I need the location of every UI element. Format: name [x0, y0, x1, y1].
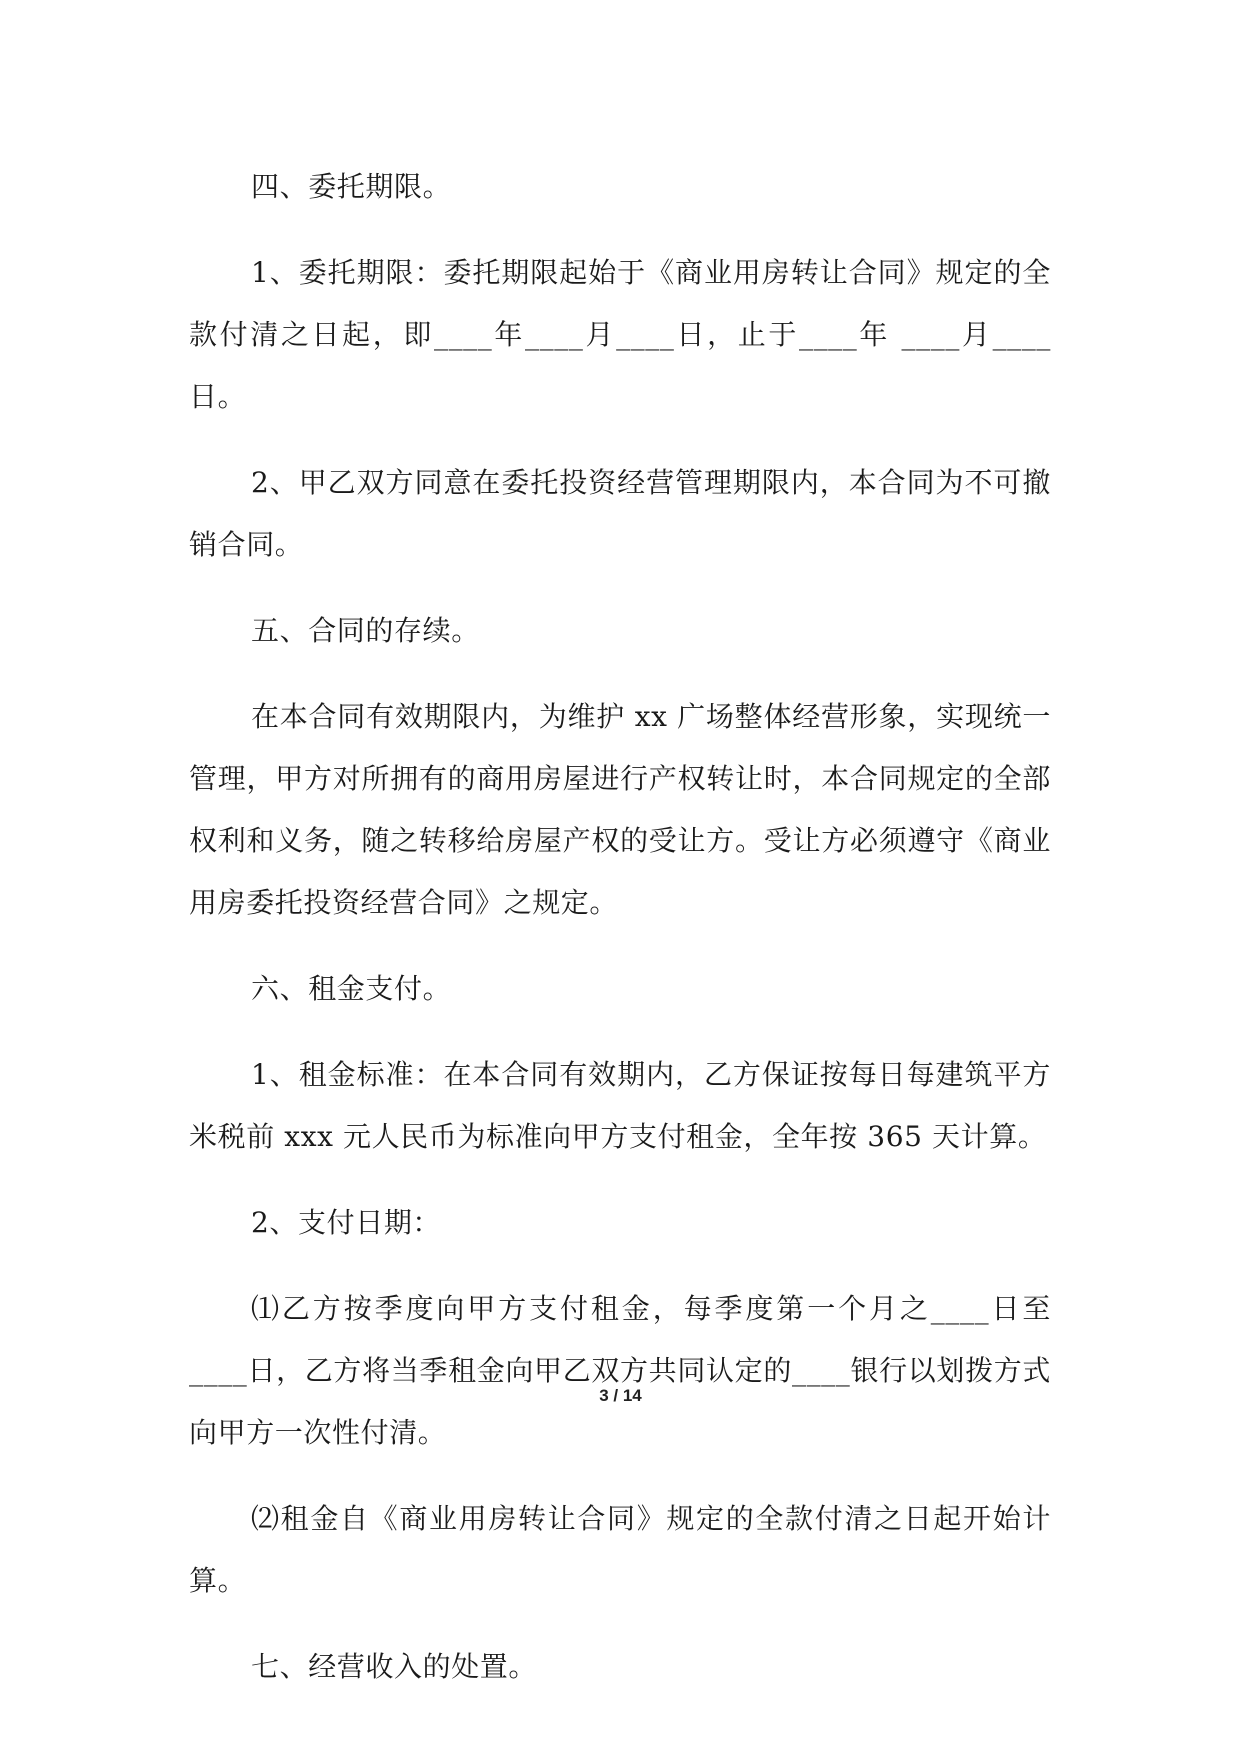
paragraph-payment-item-1: ⑴乙方按季度向甲方支付租金，每季度第一个月之____日至____日，乙方将当季租金向甲乙双方共同认定的____银行以划拨方式向甲方一次性付清。 [189, 1292, 1051, 1449]
section-heading-income-disposal: 七、经营收入的处置。 [251, 1650, 538, 1683]
document-body [189, 156, 1051, 1698]
page-number: 3 / 14 [599, 1386, 642, 1405]
paragraph-payment-item-2: ⑵租金自《商业用房转让合同》规定的全款付清之日起开始计算。 [189, 1502, 1051, 1597]
paragraph-entrustment-term: 1、委托期限：委托期限起始于《商业用房转让合同》规定的全款付清之日起，即____年____月____日，止于____年 ____月____日。 [189, 256, 1051, 413]
section-heading-contract-continuity: 五、合同的存续。 [251, 614, 480, 647]
section-heading-rent-payment: 六、租金支付。 [251, 972, 452, 1005]
section-heading-entrustment-period: 四、委托期限。 [251, 170, 452, 203]
paragraph-payment-date: 2、支付日期： [251, 1206, 442, 1239]
paragraph-irrevocable: 2、甲乙双方同意在委托投资经营管理期限内，本合同为不可撤销合同。 [189, 466, 1051, 561]
paragraph-rent-standard: 1、租金标准：在本合同有效期内，乙方保证按每日每建筑平方米税前 xxx 元人民币为标准向甲方支付租金，全年按 365 天计算。 [189, 1058, 1051, 1153]
paragraph-contract-continuity: 在本合同有效期限内，为维护 xx 广场整体经营形象，实现统一管理，甲方对所拥有的商用房屋进行产权转让时，本合同规定的全部权利和义务，随之转移给房屋产权的受让方。受让方必须遵守《商业用房委托投资经营合同》之规定。 [189, 700, 1051, 919]
